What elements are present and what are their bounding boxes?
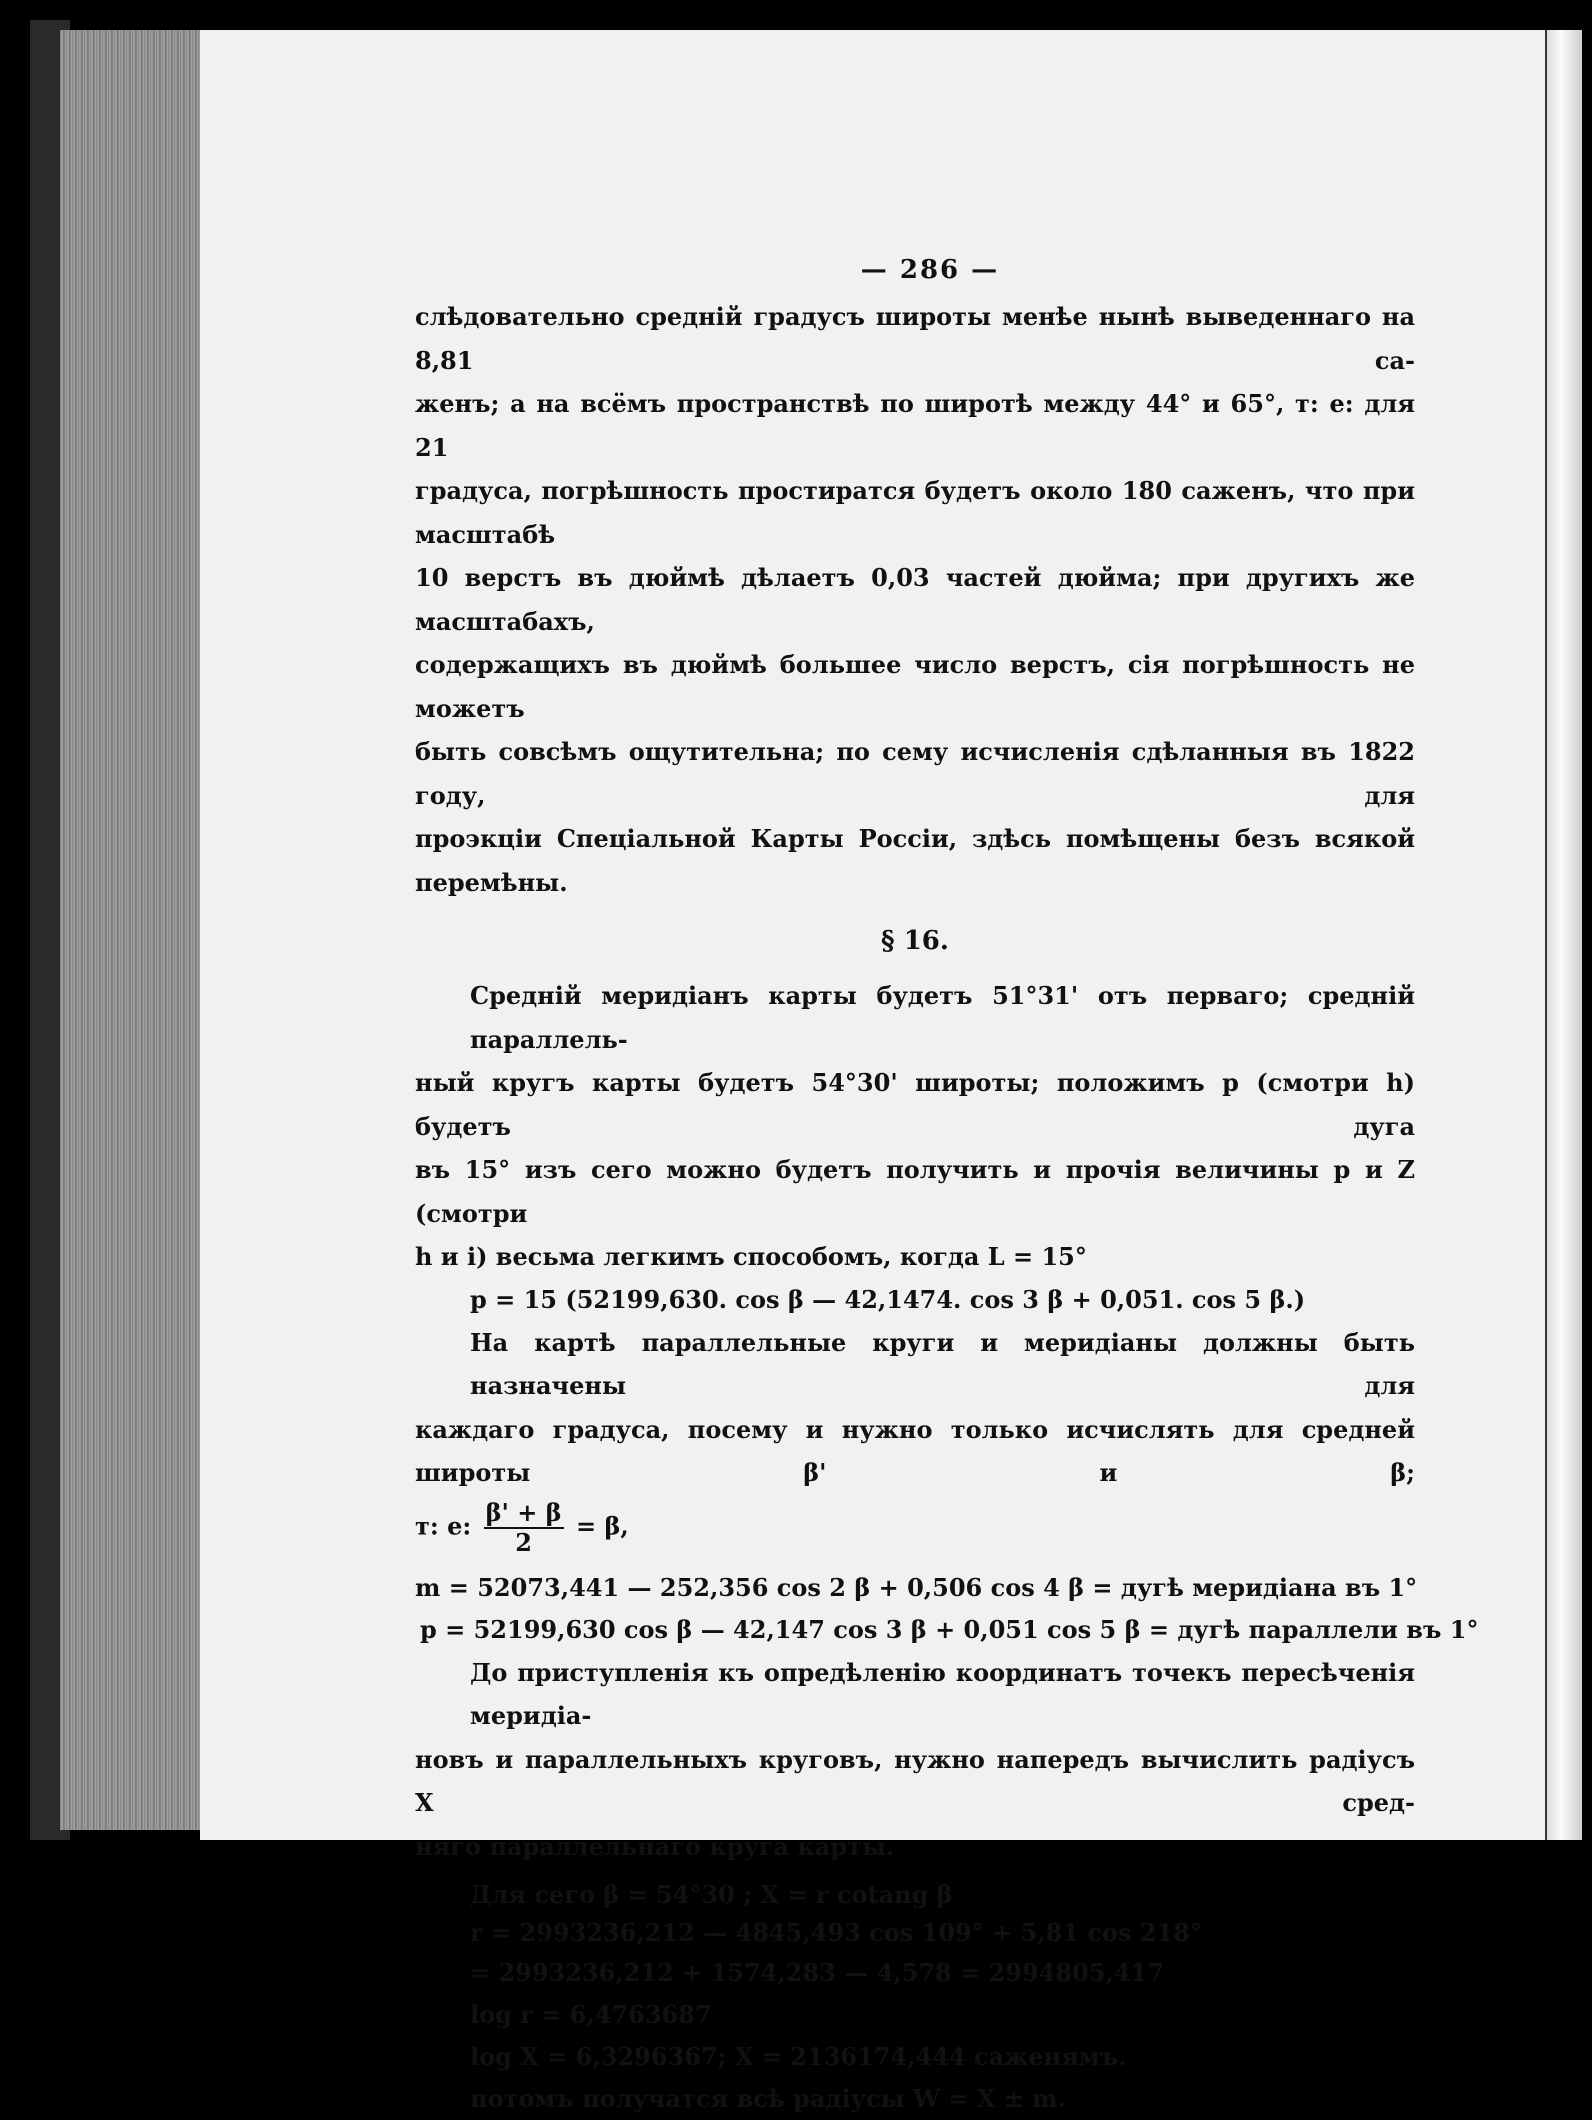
text-line: h и i) весьма легкимъ способомъ, когда L = 15° — [415, 1242, 1087, 1271]
calc-line: = 2993236,212 + 1574,283 — 4,578 = 2994805,417 — [470, 1958, 1164, 1987]
fraction — [484, 1499, 564, 1557]
calc-line: r = 2993236,212 — 4845,493 cos 109° + 5,81 cos 218° — [470, 1918, 1202, 1947]
calculation-block — [415, 1876, 1415, 2120]
paragraph-2 — [415, 974, 1415, 1279]
page-text — [415, 255, 1479, 2120]
right-page-edge — [1545, 30, 1582, 1840]
text-line: Средній меридіанъ карты будетъ 51°31' отъ перваго; средній параллель- — [470, 981, 1415, 1054]
text-line: градуса, погрѣшность простиратся будетъ около 180 саженъ, что при масштабѣ — [415, 476, 1415, 549]
calc-line: потомъ получатся всѣ радіусы W = X ± m. — [470, 2084, 1066, 2113]
text-line: въ 15° изъ сего можно будетъ получить и прочія величины p и Z (смотри — [415, 1155, 1415, 1228]
text-line: ный кругъ карты будетъ 54°30' широты; положимъ p (смотри h) будетъ дуга — [415, 1068, 1415, 1141]
text-line: 10 верстъ въ дюймѣ дѣлаетъ 0,03 частей дюйма; при другихъ же масштабахъ, — [415, 563, 1415, 636]
paragraph-4 — [415, 1651, 1415, 1869]
paragraph-3 — [415, 1321, 1415, 1495]
calc-line: log r = 6,4763687 — [470, 2000, 712, 2029]
text-line: слѣдовательно средній градусъ широты менѣе нынѣ выведеннаго на 8,81 са- — [415, 302, 1415, 375]
text-line: быть совсѣмъ ощутительна; по сему исчисленія сдѣланныя въ 1822 году, для — [415, 737, 1415, 810]
calc-line: Для сего β = 54°30 ; X = r cotang β — [470, 1880, 953, 1909]
page-stack-edge — [60, 30, 210, 1830]
text-line: каждаго градуса, посему и нужно только исчислять для средней широты β' и β; — [415, 1414, 1415, 1487]
equation-p: p = 52199,630 cos β — 42,147 cos 3 β + 0,051 cos 5 β = дугѣ параллели въ 1° — [420, 1614, 1479, 1644]
text-line: женъ; а на всёмъ пространствѣ по широтѣ между 44° и 65°, т: е: для 21 — [415, 389, 1415, 462]
text-line: До приступленія къ опредѣленію координатъ точекъ пересѣченія меридіа- — [470, 1657, 1415, 1730]
text-line: няго параллельнаго круга карты. — [415, 1831, 895, 1861]
fraction-denominator: 2 — [515, 1527, 532, 1557]
fraction-rhs: = β, — [575, 1511, 629, 1540]
fraction-numerator: β' + β — [485, 1497, 562, 1527]
equation-m: m = 52073,441 — 252,356 cos 2 β + 0,506 cos 4 β = дугѣ меридіана въ 1° — [415, 1572, 1418, 1602]
equation-p15: p = 15 (52199,630. cos β — 42,1474. cos 3 β + 0,051. cos 5 β.) — [470, 1284, 1306, 1314]
equation-beta-mean — [415, 1499, 1415, 1557]
te-label: т: е: — [415, 1511, 472, 1540]
section-heading: § 16. — [881, 926, 949, 956]
page-number: — 286 — — [860, 255, 1000, 285]
text-line: На картѣ параллельные круги и меридіаны должны быть назначены для — [470, 1327, 1415, 1400]
calc-line: log X = 6,3296367; X = 2136174,444 саженямъ. — [470, 2042, 1127, 2071]
text-line: новъ и параллельныхъ круговъ, нужно напередъ вычислить радіусъ X сред- — [415, 1744, 1415, 1817]
text-line: содержащихъ въ дюймѣ большее число верстъ, сія погрѣшность не можетъ — [415, 650, 1415, 723]
text-line: проэкціи Спеціальной Карты Россіи, здѣсь помѣщены безъ всякой перемѣны. — [415, 824, 1415, 897]
paragraph-1 — [415, 295, 1415, 904]
